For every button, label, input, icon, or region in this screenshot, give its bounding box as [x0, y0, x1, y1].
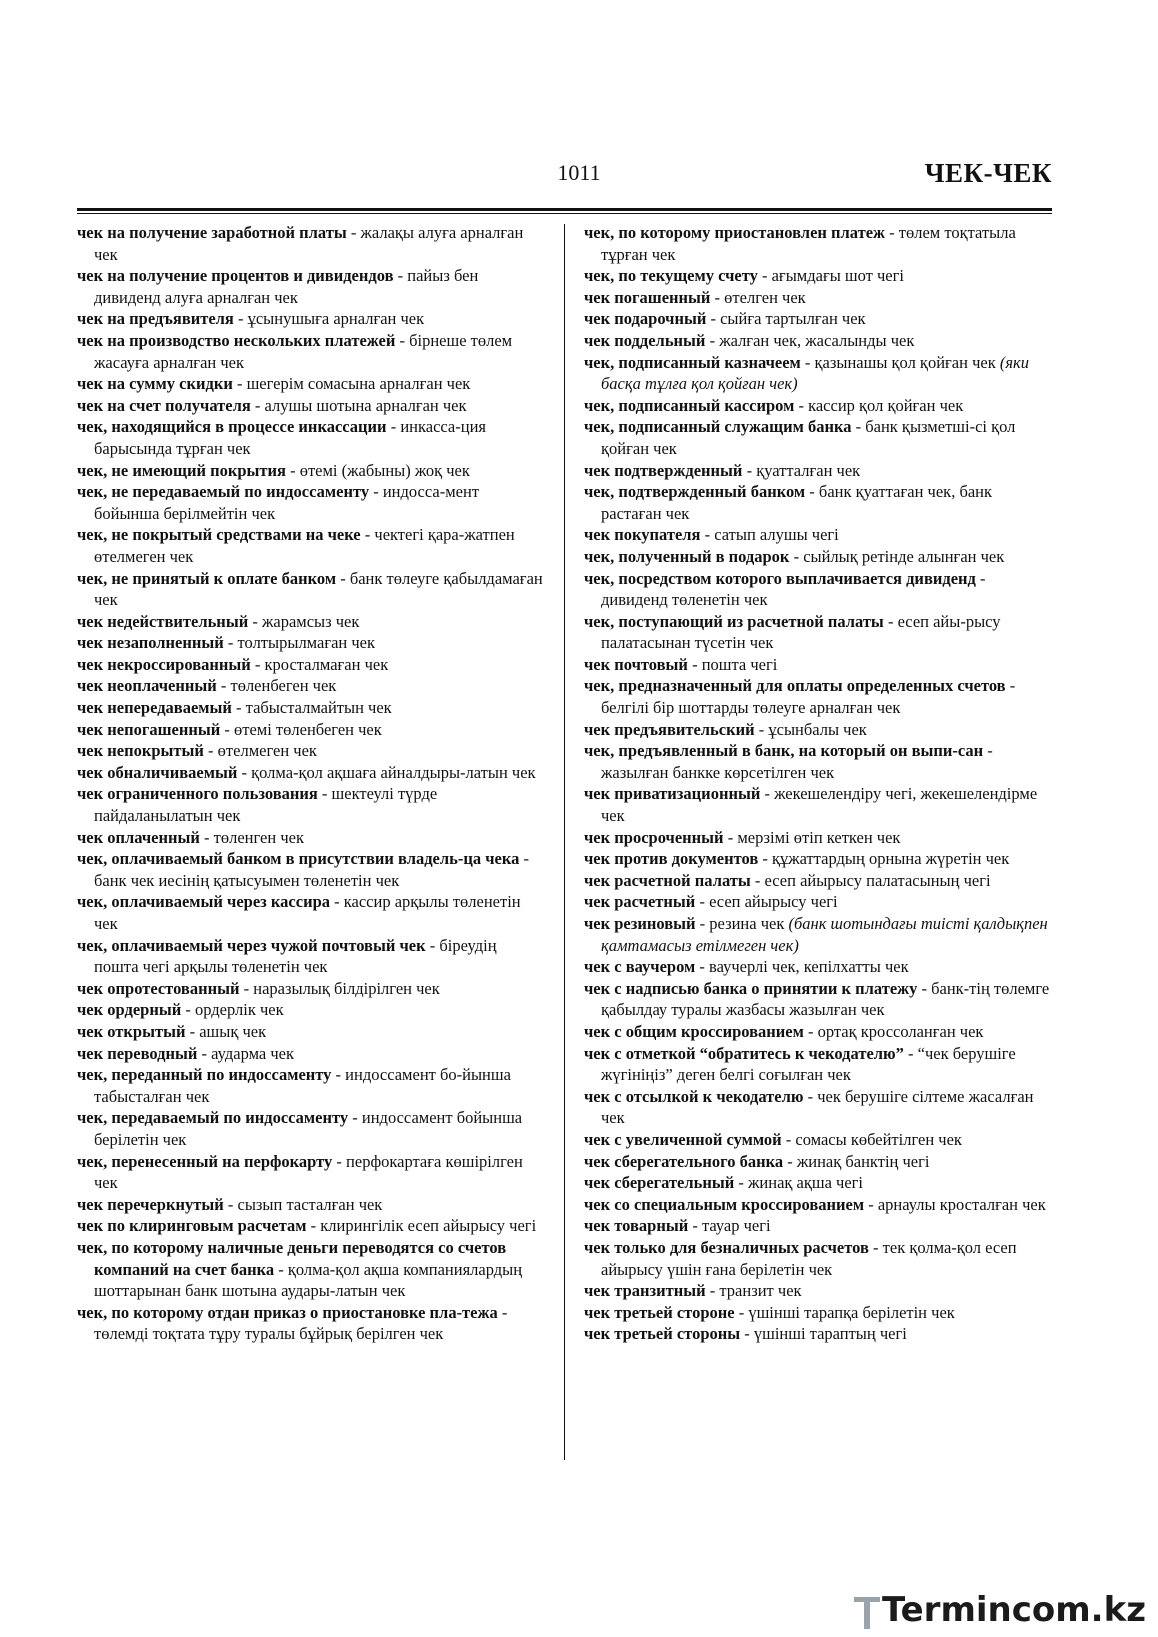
- dictionary-entry: чек на получение заработной платы - жалақы алуға арналған чек: [77, 223, 524, 264]
- dictionary-entry: чек только для безналичных расчетов - тек қолма-қол есеп айырысу үшін ғана берілетін чек: [584, 1237, 1017, 1279]
- entry-definition: жазылған банкке көрсетілген чек: [601, 762, 835, 782]
- entry-definition: есеп айырысу палатасының чегі: [764, 870, 991, 890]
- dictionary-entry: чек товарный - тауар чегі: [584, 1216, 771, 1236]
- entry-term: чек покупателя: [584, 525, 701, 545]
- entry-definition: ашық чек: [199, 1021, 267, 1041]
- page-number: 1011: [557, 160, 601, 185]
- entry-definition: үшінші тараптың чегі: [753, 1324, 907, 1344]
- dictionary-entry: чек, оплачиваемый через кассира - кассир арқылы төленетін чек: [77, 892, 521, 933]
- dictionary-entry: чек некроссированный - кросталмаған чек: [77, 654, 389, 674]
- dictionary-entry: чек с надписью банка о принятии к платежу - банк-тің төлемге қабылдау туралы жазбасы жазылған чек: [584, 978, 1050, 1020]
- entry-term: чек опротестованный: [77, 978, 240, 998]
- dictionary-entry: чек предъявительский - ұсынбалы чек: [584, 719, 867, 739]
- entry-definition: банк чек иесінің қатысуымен төленетін чек: [94, 870, 400, 890]
- entry-term: чек, оплачиваемый через кассира: [77, 892, 331, 912]
- dictionary-entry: чек, оплачиваемый банком в присутствии владель-ца чека - банк чек иесінің қатысуымен төленетін чек: [77, 849, 529, 890]
- left-column: [77, 222, 543, 1345]
- dictionary-entry: чек незаполненный - толтырылмаған чек: [77, 633, 376, 653]
- dictionary-entry: чек, не имеющий покрытия - өтемі (жабыны) жоқ чек: [77, 460, 470, 480]
- dictionary-entry: чек на счет получателя - алушы шотына арналған чек: [77, 395, 467, 415]
- dictionary-entry: чек почтовый - пошта чегі: [584, 654, 778, 674]
- entry-definition: өтемі төленбеген чек: [234, 719, 382, 739]
- entry-definition: чектегі қара-жатпен өтелмеген чек: [94, 525, 515, 566]
- entry-definition: банк қуаттаған чек, банк растаған чек: [601, 482, 993, 523]
- entry-definition: кросталмаған чек: [264, 654, 389, 674]
- entry-term: чек на счет получателя: [77, 395, 251, 415]
- entry-definition: төленбеген чек: [230, 676, 337, 696]
- entry-definition: есеп айы-рысу палатасынан түсетін чек: [601, 611, 1001, 653]
- entry-term: чек оплаченный: [77, 827, 200, 847]
- dictionary-entry: чек, находящийся в процессе инкассации - инкасса-ция барысында тұрған чек: [77, 417, 486, 458]
- entry-term: чек, полученный в подарок: [584, 546, 790, 566]
- dictionary-entry: чек, не покрытый средствами на чеке - чектегі қара-жатпен өтелмеген чек: [77, 525, 515, 566]
- entry-term: чек резиновый: [584, 914, 696, 933]
- dictionary-entry: чек с общим кроссированием - ортақ кроссоланған чек: [584, 1021, 984, 1041]
- entry-definition: төлем тоқтатыла тұрған чек: [601, 223, 1016, 264]
- entry-term: чек по клиринговым расчетам: [77, 1216, 307, 1236]
- dictionary-entry: чек ограниченного пользования - шектеулі түрде пайдаланылатын чек: [77, 784, 438, 826]
- entry-definition: кассир арқылы төленетін чек: [94, 892, 521, 933]
- dictionary-entry: чек опротестованный - наразылық білдірілген чек: [77, 978, 440, 998]
- entry-term: чек товарный: [584, 1216, 689, 1236]
- entry-term: чек на получение заработной платы: [77, 223, 347, 242]
- dictionary-entry: чек непокрытый - өтелмеген чек: [77, 741, 317, 761]
- dictionary-entry: чек сберегательного банка - жинақ банктің чегі: [584, 1151, 930, 1171]
- entry-definition: пайыз бен дивиденд алуға арналған чек: [94, 266, 479, 307]
- entry-definition: толтырылмаған чек: [237, 633, 376, 653]
- right-column: [584, 222, 1052, 1345]
- entry-definition: шектеулі түрде пайдаланылатын чек: [94, 784, 438, 826]
- dictionary-entry: чек со специальным кроссированием - арнаулы кросталған чек: [584, 1194, 1046, 1214]
- dictionary-entry: чек, подписанный кассиром - кассир қол қойған чек: [584, 395, 964, 415]
- entry-term: чек незаполненный: [77, 633, 224, 653]
- entry-definition: “чек берушіге жүгініңіз” деген белгі соғылған чек: [601, 1043, 1016, 1085]
- entry-term: чек перечеркнутый: [77, 1194, 224, 1214]
- entry-definition: аударма чек: [211, 1043, 295, 1063]
- entry-term: чек, находящийся в процессе инкассации: [77, 417, 387, 437]
- entry-term: чек, по текущему счету: [584, 266, 758, 286]
- dictionary-entry: чек покупателя - сатып алушы чегі: [584, 525, 839, 545]
- entry-definition: кассир қол қойған чек: [808, 395, 964, 415]
- dictionary-entry: чек поддельный - жалған чек, жасалынды чек: [584, 330, 915, 350]
- entry-term: чек, не имеющий покрытия: [77, 460, 286, 480]
- entry-definition: перфокартаға көшірілген чек: [94, 1151, 523, 1193]
- dictionary-entry: чек недействительный - жарамсыз чек: [77, 611, 360, 631]
- dictionary-entry: чек оплаченный - төленген чек: [77, 827, 304, 847]
- dictionary-entry: чек, оплачиваемый через чужой почтовый чек - біреудің пошта чегі арқылы төленетін чек: [77, 935, 497, 977]
- entry-definition: банк-тің төлемге қабылдау туралы жазбасы жазылған чек: [601, 978, 1050, 1020]
- entry-definition: жарамсыз чек: [261, 611, 360, 631]
- dictionary-entry: чек, по которому приостановлен платеж - төлем тоқтатыла тұрған чек: [584, 223, 1016, 264]
- dictionary-entry: чек, подтвержденный банком - банк қуаттаған чек, банк растаған чек: [584, 482, 993, 523]
- termincom-logo-icon: [854, 1593, 880, 1629]
- dictionary-entry: чек просроченный - мерзімі өтіп кеткен чек: [584, 827, 901, 847]
- entry-term: чек непередаваемый: [77, 698, 232, 718]
- entry-term: чек просроченный: [584, 827, 724, 847]
- dictionary-entry: чек непередаваемый - табысталмайтын чек: [77, 698, 392, 718]
- header-rule-thin: [77, 213, 1052, 214]
- entry-term: чек почтовый: [584, 654, 688, 674]
- dictionary-entry: чек, перенесенный на перфокарту - перфокартаға көшірілген чек: [77, 1151, 523, 1193]
- entry-definition: банк төлеуге қабылдамаған чек: [94, 568, 543, 610]
- dictionary-entry: чек, полученный в подарок - сыйлық ретінде алынған чек: [584, 546, 1005, 566]
- entry-definition: жинақ ақша чегі: [748, 1173, 864, 1193]
- dictionary-entry: чек с отсылкой к чекодателю - чек берушіге сілтеме жасалған чек: [584, 1086, 1034, 1128]
- entry-term: чек, подтвержденный банком: [584, 482, 806, 502]
- entry-definition: клирингілік есеп айырысу чегі: [320, 1216, 537, 1236]
- entry-term: чек ограниченного пользования: [77, 784, 318, 804]
- dictionary-entry: чек приватизационный - жекешелендіру чегі, жекешелендірме чек: [584, 784, 1038, 826]
- entry-definition: сомасы көбейтілген чек: [795, 1129, 962, 1149]
- entry-term: чек на получение процентов и дивидендов: [77, 266, 394, 286]
- entry-term: чек против документов: [584, 849, 759, 869]
- entry-term: чек, предъявленный в банк, на который он выпи-сан: [584, 741, 984, 761]
- entry-term: чек, подписанный казначеем: [584, 352, 801, 372]
- dictionary-entry: чек с увеличенной суммой - сомасы көбейтілген чек: [584, 1129, 962, 1149]
- entry-term: чек с надписью банка о принятии к платежу: [584, 978, 918, 998]
- entry-definition: ұсынушыға арналған чек: [247, 309, 425, 329]
- dictionary-entry: чек с ваучером - ваучерлі чек, кепілхатты чек: [584, 957, 909, 977]
- entry-definition: тауар чегі: [701, 1216, 771, 1236]
- entry-term: чек ордерный: [77, 1000, 182, 1020]
- entry-term: чек на сумму скидки: [77, 374, 233, 394]
- entry-term: чек на предъявителя: [77, 309, 234, 329]
- entry-definition: ордерлік чек: [194, 1000, 284, 1020]
- entry-term: чек с отметкой “обратитесь к чекодателю”: [584, 1043, 904, 1063]
- entry-term: чек, передаваемый по индоссаменту: [77, 1108, 349, 1128]
- entry-definition: арнаулы кросталған чек: [877, 1194, 1046, 1214]
- entry-definition: жекешелендіру чегі, жекешелендірме чек: [601, 784, 1038, 826]
- dictionary-entry: чек обналичиваемый - қолма-қол ақшаға айналдыры-латын чек: [77, 762, 536, 782]
- entry-definition: жалған чек, жасалынды чек: [719, 330, 915, 350]
- dictionary-entry: чек непогашенный - өтемі төленбеген чек: [77, 719, 382, 739]
- entry-term: чек, посредством которого выплачивается дивиденд: [584, 568, 976, 588]
- entry-term: чек с отсылкой к чекодателю: [584, 1086, 804, 1106]
- entry-term: чек погашенный: [584, 287, 711, 307]
- dictionary-entry: чек перечеркнутый - сызып тасталған чек: [77, 1194, 383, 1214]
- entry-definition: өтелмеген чек: [217, 741, 317, 761]
- dictionary-entry: чек транзитный - транзит чек: [584, 1281, 802, 1301]
- entry-definition: белгілі бір шоттарды төлеуге арналған чек: [601, 698, 901, 718]
- dictionary-entry: чек подарочный - сыйға тартылған чек: [584, 309, 866, 329]
- entry-definition: төлемді тоқтата тұру туралы бұйрық берілген чек: [94, 1324, 444, 1344]
- termincom-watermark: [854, 1585, 1146, 1629]
- entry-term: чек с общим кроссированием: [584, 1021, 804, 1041]
- entry-definition: индоссамент бойынша берілетін чек: [94, 1108, 523, 1149]
- dictionary-entry: чек третьей стороны - үшінші тараптың чегі: [584, 1324, 907, 1344]
- entry-definition: үшінші тарапқа берілетін чек: [748, 1302, 955, 1322]
- entry-definition: шегерім сомасына арналған чек: [246, 374, 471, 394]
- dictionary-entry: чек, не передаваемый по индоссаменту - индосса-мент бойынша берілмейтін чек: [77, 482, 480, 523]
- entry-term: чек, по которому наличные деньги переводятся со счетов компаний на счет банка: [77, 1237, 507, 1279]
- running-head: ЧЕК-ЧЕК: [924, 158, 1052, 188]
- dictionary-entry: чек, предъявленный в банк, на который он выпи-сан - жазылған банкке көрсетілген чек: [584, 741, 993, 782]
- entry-definition: сызып тасталған чек: [237, 1194, 383, 1214]
- entry-term: чек подарочный: [584, 309, 707, 329]
- dictionary-entry: чек на производство нескольких платежей - бірнеше төлем жасауға арналған чек: [77, 330, 513, 372]
- entry-term: чек открытый: [77, 1021, 186, 1041]
- dictionary-entry: чек резиновый - резина чек (банк шотындағы тиісті қалдықпен қамтамасыз етілмеген чек): [584, 914, 1048, 955]
- entry-term: чек сберегательный: [584, 1173, 735, 1193]
- entry-note: (яки басқа тұлға қол қойған чек): [601, 352, 1029, 394]
- entry-note: (банк шотындағы тиісті қалдықпен қамтамасыз етілмеген чек): [601, 914, 1048, 955]
- entry-term: чек расчетный: [584, 892, 696, 912]
- entry-definition: транзит чек: [719, 1281, 802, 1301]
- entry-definition: жалақы алуға арналған чек: [94, 223, 524, 264]
- entry-definition: төленген чек: [213, 827, 304, 847]
- dictionary-entry: чек открытый - ашық чек: [77, 1021, 267, 1041]
- entry-term: чек обналичиваемый: [77, 762, 238, 782]
- entry-definition: біреудің пошта чегі арқылы төленетін чек: [94, 935, 497, 977]
- entry-term: чек предъявительский: [584, 719, 755, 739]
- entry-definition: индосса-мент бойынша берілмейтін чек: [94, 482, 480, 523]
- entry-term: чек, переданный по индоссаменту: [77, 1065, 332, 1085]
- entry-term: чек неоплаченный: [77, 676, 217, 696]
- entry-definition: мерзімі өтіп кеткен чек: [737, 827, 901, 847]
- dictionary-entry: чек, по которому наличные деньги переводятся со счетов компаний на счет банка - қолма-қол ақша компаниялардың шоттарынан банк шотына аудары-латын чек: [77, 1237, 523, 1301]
- entry-term: чек, оплачиваемый банком в присутствии владель-ца чека: [77, 849, 520, 869]
- entry-definition: индоссамент бо-йынша табысталған чек: [94, 1065, 511, 1106]
- dictionary-entry: чек против документов - құжаттардың орнына жүретін чек: [584, 849, 1010, 869]
- entry-definition: қолма-қол ақшаға айналдыры-латын чек: [251, 762, 536, 782]
- dictionary-entry: чек третьей стороне - үшінші тарапқа берілетін чек: [584, 1302, 955, 1322]
- entry-term: чек некроссированный: [77, 654, 251, 674]
- entry-definition: бірнеше төлем жасауға арналған чек: [94, 330, 513, 372]
- dictionary-entry: чек на получение процентов и дивидендов - пайыз бен дивиденд алуға арналған чек: [77, 266, 479, 307]
- entry-term: чек, по которому отдан приказ о приостановке пла-тежа: [77, 1302, 498, 1322]
- entry-definition: табысталмайтын чек: [245, 698, 392, 718]
- dictionary-entry: чек расчетной палаты - есеп айырысу палатасының чегі: [584, 870, 991, 890]
- entry-term: чек, не принятый к оплате банком: [77, 568, 337, 588]
- entry-term: чек непокрытый: [77, 741, 204, 761]
- dictionary-entry: чек неоплаченный - төленбеген чек: [77, 676, 337, 696]
- entry-term: чек со специальным кроссированием: [584, 1194, 865, 1214]
- dictionary-entry: чек, посредством которого выплачивается дивиденд - дивиденд төленетін чек: [584, 568, 986, 610]
- entry-definition: қуатталған чек: [756, 460, 861, 480]
- entry-term: чек, подписанный служащим банка: [584, 417, 852, 437]
- entry-term: чек, не передаваемый по индоссаменту: [77, 482, 370, 502]
- entry-term: чек подтвержденный: [584, 460, 743, 480]
- entry-definition: ваучерлі чек, кепілхатты чек: [709, 957, 909, 977]
- entry-term: чек только для безналичных расчетов: [584, 1237, 869, 1257]
- entry-term: чек недействительный: [77, 611, 249, 631]
- entry-definition: құжаттардың орнына жүретін чек: [771, 849, 1010, 869]
- entry-definition: қолма-қол ақша компаниялардың шоттарынан банк шотына аудары-латын чек: [94, 1259, 523, 1301]
- entry-definition: ортақ кроссоланған чек: [817, 1021, 984, 1041]
- dictionary-entry: чек, не принятый к оплате банком - банк төлеуге қабылдамаған чек: [77, 568, 543, 610]
- entry-term: чек непогашенный: [77, 719, 221, 739]
- entry-term: чек, оплачиваемый через чужой почтовый чек: [77, 935, 426, 955]
- dictionary-entry: чек погашенный - өтелген чек: [584, 287, 806, 307]
- entry-definition: жинақ банктің чегі: [796, 1151, 930, 1171]
- dictionary-entry: чек по клиринговым расчетам - клирингілік есеп айырысу чегі: [77, 1216, 537, 1236]
- dictionary-entry: чек на предъявителя - ұсынушыға арналған чек: [77, 309, 425, 329]
- entry-term: чек расчетной палаты: [584, 870, 751, 890]
- dictionary-entry: чек подтвержденный - қуатталған чек: [584, 460, 861, 480]
- dictionary-entry: чек, по которому отдан приказ о приостановке пла-тежа - төлемді тоқтата тұру туралы бұйрық берілген чек: [77, 1302, 508, 1344]
- entry-definition: ұсынбалы чек: [768, 719, 867, 739]
- entry-definition: резина чек: [709, 914, 785, 933]
- entry-definition: инкасса-ция барысында тұрған чек: [94, 417, 486, 458]
- column-divider: [564, 224, 565, 1460]
- dictionary-entry: чек ордерный - ордерлік чек: [77, 1000, 284, 1020]
- entry-definition: сыйға тартылған чек: [720, 309, 866, 329]
- entry-definition: пошта чегі: [701, 654, 778, 674]
- entry-definition: қазынашы қол қойған чек: [814, 352, 996, 372]
- entry-term: чек третьей стороны: [584, 1324, 741, 1344]
- entry-definition: алушы шотына арналған чек: [264, 395, 467, 415]
- entry-definition: сатып алушы чегі: [714, 525, 839, 545]
- dictionary-entry: чек, подписанный служащим банка - банк қызметші-сі қол қойған чек: [584, 417, 1016, 458]
- entry-term: чек третьей стороне: [584, 1302, 735, 1322]
- entry-term: чек, не покрытый средствами на чеке: [77, 525, 361, 545]
- dictionary-entry: чек, передаваемый по индоссаменту - индоссамент бойынша берілетін чек: [77, 1108, 523, 1149]
- dictionary-entry: чек, подписанный казначеем - қазынашы қол қойған чек (яки басқа тұлға қол қойған чек): [584, 352, 1029, 394]
- dictionary-entry: чек переводный - аударма чек: [77, 1043, 295, 1063]
- entry-definition: сыйлық ретінде алынған чек: [803, 546, 1005, 566]
- entry-term: чек, поступающий из расчетной палаты: [584, 611, 884, 631]
- entry-definition: өтелген чек: [724, 287, 806, 307]
- entry-definition: банк қызметші-сі қол қойған чек: [601, 417, 1016, 458]
- dictionary-entry: чек расчетный - есеп айырысу чегі: [584, 892, 838, 912]
- entry-term: чек на производство нескольких платежей: [77, 330, 396, 350]
- dictionary-entry: чек на сумму скидки - шегерім сомасына арналған чек: [77, 374, 471, 394]
- entry-definition: ағымдағы шот чегі: [771, 266, 904, 286]
- entry-definition: тек қолма-қол есеп айырысу үшін ғана берілетін чек: [601, 1237, 1017, 1279]
- entry-term: чек с увеличенной суммой: [584, 1129, 782, 1149]
- entry-definition: наразылық білдірілген чек: [253, 978, 440, 998]
- entry-term: чек приватизационный: [584, 784, 761, 804]
- entry-term: чек поддельный: [584, 330, 706, 350]
- dictionary-entry: чек сберегательный - жинақ ақша чегі: [584, 1173, 864, 1193]
- entry-term: чек, подписанный кассиром: [584, 395, 795, 415]
- entry-definition: есеп айырысу чегі: [709, 892, 838, 912]
- watermark-text: Termincom.kz: [881, 1590, 1146, 1630]
- entry-term: чек, по которому приостановлен платеж: [584, 223, 886, 242]
- dictionary-entry: чек, переданный по индоссаменту - индоссамент бо-йынша табысталған чек: [77, 1065, 511, 1106]
- entry-term: чек переводный: [77, 1043, 198, 1063]
- entry-term: чек, перенесенный на перфокарту: [77, 1151, 333, 1171]
- dictionary-entry: чек, по текущему счету - ағымдағы шот чегі: [584, 266, 904, 286]
- entry-definition: чек берушіге сілтеме жасалған чек: [601, 1086, 1034, 1128]
- entry-definition: өтемі (жабыны) жоқ чек: [299, 460, 470, 480]
- entry-term: чек транзитный: [584, 1281, 706, 1301]
- dictionary-entry: чек, поступающий из расчетной палаты - есеп айы-рысу палатасынан түсетін чек: [584, 611, 1001, 653]
- entry-term: чек, предназначенный для оплаты определенных счетов: [584, 676, 1006, 696]
- entry-term: чек сберегательного банка: [584, 1151, 784, 1171]
- dictionary-entry: чек с отметкой “обратитесь к чекодателю” - “чек берушіге жүгініңіз” деген белгі соғылған чек: [584, 1043, 1016, 1085]
- header-rule: [77, 208, 1052, 211]
- entry-term: чек с ваучером: [584, 957, 696, 977]
- entry-definition: дивиденд төленетін чек: [601, 590, 768, 610]
- dictionary-entry: чек, предназначенный для оплаты определенных счетов - белгілі бір шоттарды төлеуге арналған чек: [584, 676, 1016, 718]
